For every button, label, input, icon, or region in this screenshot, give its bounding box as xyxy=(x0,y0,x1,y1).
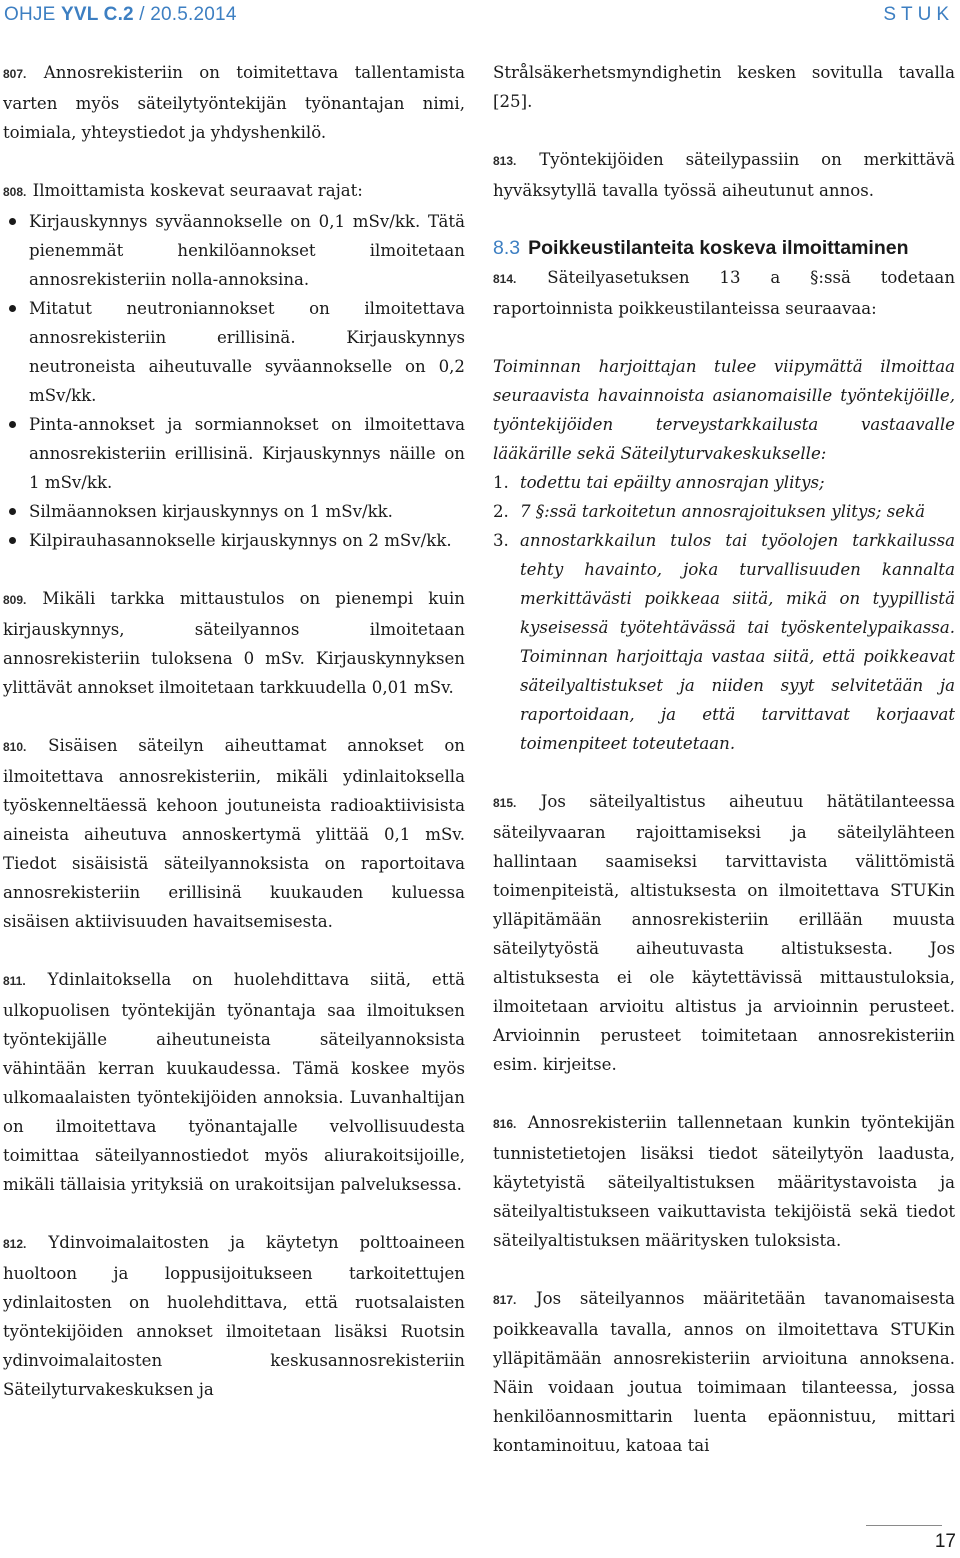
section-number: 8.3 xyxy=(493,237,521,259)
regulation-quote xyxy=(493,352,955,758)
paragraph-814: 814. Säteilyasetuksen 13 a §:ssä todetaan raportoinnista poikkeustilanteissa seuraavaa: xyxy=(493,268,956,318)
quote-list xyxy=(493,468,955,758)
paragraph-816: 816. Annosrekisteriin tallennetaan kunkin työntekijän tunnistetietojen lisäksi tiedot säteilytyön laadusta, käytetyistä säteilyaltistuksen määritystavoista ja säteilyaltistukseen vaikuttavista tekijöistä sekä tiedot säteilyaltistuksen määritysken tuloksista. xyxy=(493,1113,955,1250)
paragraph-815: 815. Jos säteilyaltistus aiheutuu hätätilanteessa säteilyvaaran rajoittamiseksi ja säteilylähteen hallintaan saamiseksi tarvittavista välittömistä toimenpiteistä, altistuksesta on ilmoitettava STUKin ylläpitämään annosrekisteriin erillään muusta säteilytyöstä aiheutuvasta altistuksesta. Jos altistuksesta ei ole käytettävissä mittaustuloksia, ilmoitetaan arvioitu altistus ja arvioinnin perusteet. Arvioinnin perusteet toimitetaan annosrekisteriin esim. kirjeitse. xyxy=(493,792,955,1074)
paragraph-811: 811. Ydinlaitoksella on huolehdittava siitä, että ulkopuolisen työntekijän työnantaja saa ilmoituksen työntekijälle aiheutuneista säteilyannoksista vähintään kerran kuukaudessa. Tämä koskee myös ulkomaalaisten työntekijöiden annoksia. Luvanhaltijan on ilmoitettava työnantajalle velvollisuudesta toimittaa säteilyannostiedot myös aliurakoitsijoille, mikäli tällaisia yrityksiä on urakoitsijan palveluksessa. xyxy=(3,970,465,1194)
quote-item: 1. todettu tai epäilty annosrajan ylitys; xyxy=(493,473,825,492)
limits-list xyxy=(3,207,465,555)
quote-intro: Toiminnan harjoittajan tulee viipymättä ilmoittaa seuraavista havainnoista asianomaisille työntekijöille, työntekijöiden terveystarkkailusta vastaavalle lääkärille sekä Säteilyturvakeskukselle: xyxy=(493,357,955,463)
list-item: Kilpirauhasannokselle kirjauskynnys on 2 mSv/kk. xyxy=(3,526,465,555)
footer-divider xyxy=(866,1525,942,1526)
section-heading xyxy=(493,234,955,263)
paragraph-810: 810. Sisäisen säteilyn aiheuttamat annokset on ilmoitettava annosrekisteriin, mikäli ydinlaitoksella työskenneltäessä kehoon joutuneista radioaktiivisista aineista aiheutuva annoskertymä ylittää 0,1 mSv. Tiedot sisäisistä säteilyannoksista on raportoitava annosrekisteriin erillisinä kuukauden kuluessa sisäisen aktiivisuuden havaitsemisesta. xyxy=(3,736,465,931)
left-column xyxy=(3,58,465,1404)
paragraph-809: 809. Mikäli tarkka mittaustulos on pienempi kuin kirjauskynnys, säteilyannos ilmoitetaan annosrekisteriin tuloksena 0 mSv. Kirjauskynnyksen ylittävät annokset ilmoitetaan tarkkuudella 0,01 mSv. xyxy=(3,589,465,697)
paragraph-817: 817. Jos säteilyannos määritetään tavanomaisesta poikkeavalla tavalla, annos on ilmoitettava STUKin ylläpitämään annosrekisteriin arvioituna annoksena. Näin voidaan joutua toimimaan tilanteessa, jossa henkilöannosmittarin luenta epäonnistuu, mittari kontaminoituu, katoaa tai xyxy=(493,1289,956,1455)
paragraph-812: 812. Ydinvoimalaitosten ja käytetyn polttoaineen huoltoon ja loppusijoitukseen tarkoitettujen ydinlaitosten on huolehdittava, että ruotsalaisten työntekijöiden annokset ilmoitetaan lisäksi Ruotsin ydinvoimalaitosten keskusannosrekisteriin Säteilyturvakeskuksen ja xyxy=(3,1233,465,1399)
document-id: OHJE YVL C.2 / 20.5.2014 xyxy=(4,4,237,25)
paragraph-808: 808. Ilmoittamista koskevat seuraavat rajat: xyxy=(3,181,363,200)
section-title: Poikkeustilanteita koskeva ilmoittaminen xyxy=(528,237,909,259)
quote-item: 3. annostarkkailun tulos tai työolojen tarkkailussa tehty havainto, joka turvallisuuden kannalta merkittävästi poikkeaa siitä, mikä on tyypillistä kyseisessä työtehtävässä tai työskentelypaikassa. Toiminnan harjoittaja vastaa siitä, että poikkeavat säteilyaltistukset ja niiden syyt selvitetään ja raportoidaan, ja että tarvittavat korjaavat toimenpiteet toteutetaan. xyxy=(493,531,955,753)
paragraph-812-continued: Strålsäkerhetsmyndighetin kesken sovitulla tavalla [25]. xyxy=(493,63,955,111)
page-header xyxy=(0,0,960,34)
quote-item: 2. 7 §:ssä tarkoitetun annosrajoituksen ylitys; sekä xyxy=(493,502,926,521)
list-item: Pinta-annokset ja sormiannokset on ilmoitettava annosrekisteriin erillisinä. Kirjauskynnys näille on 1 mSv/kk. xyxy=(3,410,465,497)
right-column xyxy=(493,58,955,1460)
list-item: Silmäannoksen kirjauskynnys on 1 mSv/kk. xyxy=(3,497,465,526)
list-item: Mitatut neutroniannokset on ilmoitettava annosrekisteriin erillisinä. Kirjauskynnys neutroneista aiheutuvalle syväannokselle on 0,2 mSv/kk. xyxy=(3,294,465,410)
page-number: 17 xyxy=(934,1531,956,1552)
paragraph-807: 807. Annosrekisteriin on toimitettava tallentamista varten myös säteilytyöntekijän työnantajan nimi, toimiala, yhteystiedot ja yhdyshenkilö. xyxy=(3,63,466,142)
list-item: Kirjauskynnys syväannokselle on 0,1 mSv/kk. Tätä pienemmät henkilöannokset ilmoitetaan annosrekisteriin nolla-annoksina. xyxy=(3,207,465,294)
publisher-name: STUK xyxy=(883,4,954,25)
paragraph-813: 813. Työntekijöiden säteilypassiin on merkittävä hyväksytyllä tavalla työssä aiheutunut annos. xyxy=(493,150,956,200)
